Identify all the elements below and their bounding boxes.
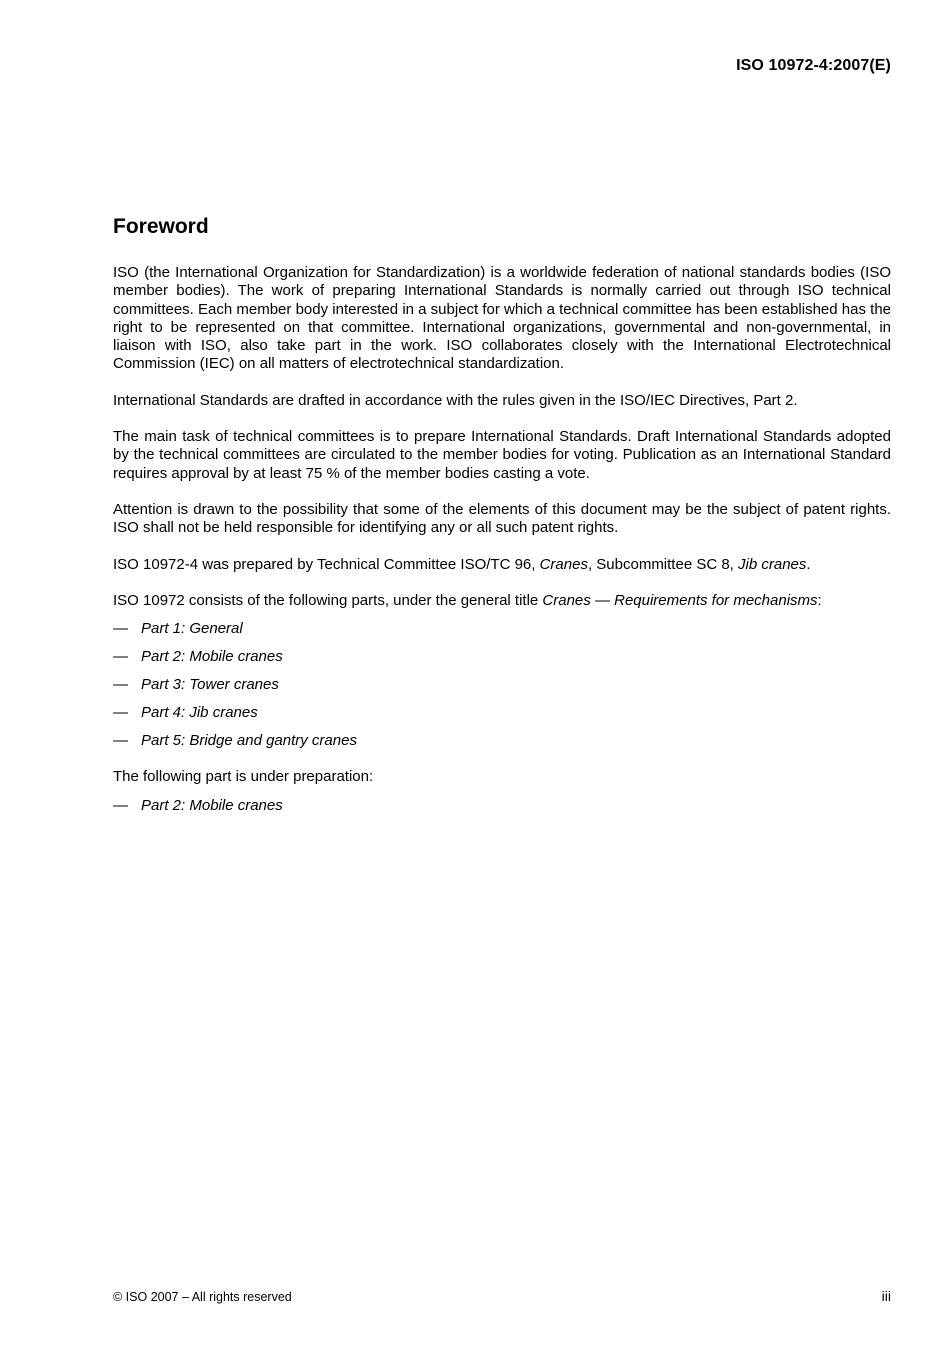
list-dash: — [113, 704, 128, 722]
document-id: ISO 10972-4:2007(E) [736, 57, 891, 74]
page-title: Foreword [113, 215, 209, 238]
part-label: Part 3: Tower cranes [141, 676, 279, 694]
copyright-notice: © ISO 2007 – All rights reserved [113, 1290, 292, 1304]
list-item [113, 620, 891, 638]
subcommittee-name: Jib cranes [738, 555, 807, 573]
general-title: Cranes — Requirements for mechanisms [542, 591, 818, 609]
list-dash: — [113, 796, 128, 814]
list-dash: — [113, 648, 128, 666]
parts-list [113, 620, 891, 750]
list-item [113, 797, 891, 815]
page-number: iii [881, 1288, 891, 1304]
part-label: Part 5: Bridge and gantry cranes [141, 732, 357, 750]
paragraph-drafting-rules: International Standards are drafted in accordance with the rules given in the ISO/IEC Directives, Part 2. [113, 391, 798, 409]
part-label: Part 4: Jib cranes [141, 704, 258, 722]
list-dash: — [113, 620, 128, 638]
prepared-by-text: ISO 10972-4 was prepared by Technical Committee ISO/TC 96, [113, 555, 540, 573]
part-label: Part 2: Mobile cranes [141, 796, 283, 814]
list-item [113, 704, 891, 722]
paragraph-under-preparation: The following part is under preparation: [113, 768, 374, 786]
prepared-by-end: . [806, 555, 811, 573]
list-item [113, 676, 891, 694]
list-item [113, 648, 891, 666]
list-dash: — [113, 676, 128, 694]
paragraph-iso-intro: ISO (the International Organization for Standardization) is a worldwide federation of national standards bodies (ISO member bodies). The work of preparing International Standards is normally carried out through ISO technical committees. Each member body interested in a subject for which a technical committee has been established has the right to be represented on that committee. International organizations, governmental and non-governmental, in liaison with ISO, also take part in the work. ISO collaborates closely with the International Electrotechnical Commission (IEC) on all matters of electrotechnical standardization. [113, 264, 891, 373]
paragraph-committee-task: The main task of technical committees is to prepare International Standards. Draft International Standards adopted by the technical committees are circulated to the member bodies for voting. Publication as an International Standard requires approval by at least 75 % of the member bodies casting a vote. [113, 428, 891, 482]
part-label: Part 2: Mobile cranes [141, 648, 283, 666]
paragraph-parts-intro [113, 592, 891, 610]
paragraph-prepared-by [113, 556, 891, 574]
prepared-by-mid: , Subcommittee SC 8, [587, 555, 739, 573]
parts-intro-text: ISO 10972 consists of the following parts, under the general title [113, 591, 543, 609]
part-label: Part 1: General [141, 620, 243, 638]
foreword-section [113, 212, 891, 833]
parts-intro-end: : [817, 591, 822, 609]
list-dash: — [113, 732, 128, 750]
committee-name: Cranes [539, 555, 588, 573]
paragraph-patent-notice: Attention is drawn to the possibility that some of the elements of this document may be the subject of patent rights. ISO shall not be held responsible for identifying any or all such patent rights. [113, 500, 891, 537]
preparation-list [113, 797, 891, 815]
list-item [113, 732, 891, 750]
